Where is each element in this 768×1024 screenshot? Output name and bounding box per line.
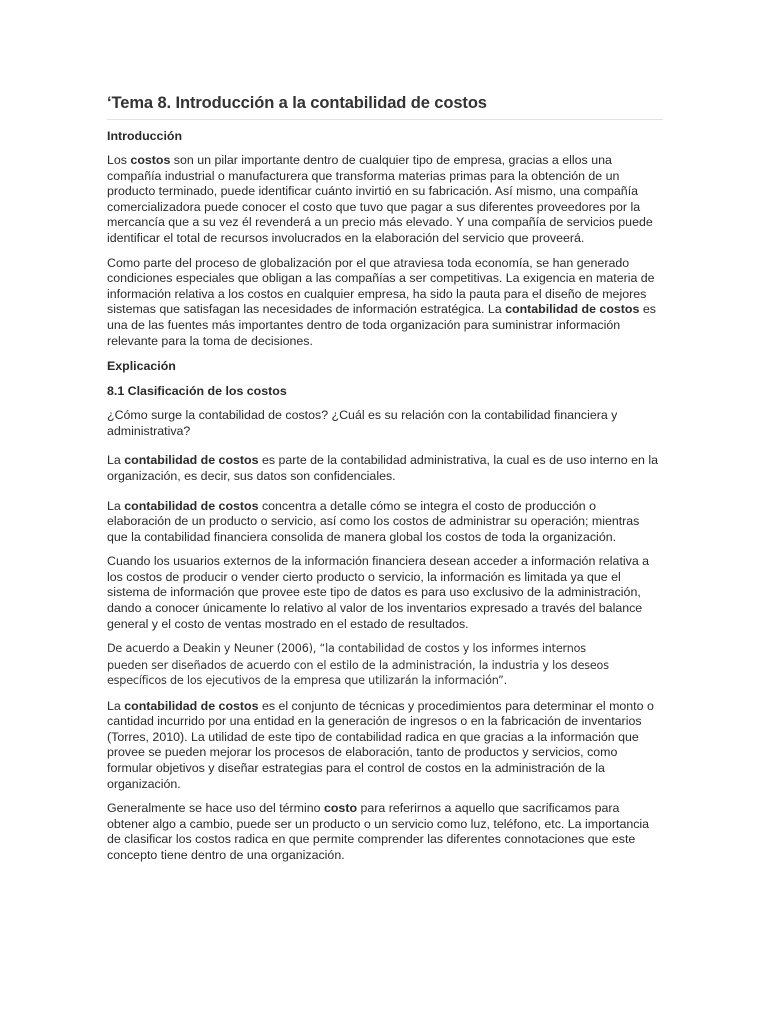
paragraph-5-text-c: concentra a detalle cómo se integra el costo de producción o elaboración de un producto o servicio, así como los costos de administrar su operación; mientras que la contabilidad financiera consolida de manera global los costos de toda la organización. — [107, 498, 640, 544]
paragraph-7-bold: contabilidad de costos — [124, 698, 259, 713]
paragraph-7 — [107, 699, 663, 793]
paragraph-1-text-c: son un pilar importante dentro de cualquier tipo de empresa, gracias a ellos una compañía industrial o manufacturera que transforma materias primas para la obtención de un producto terminado, puede identificar cuánto invirtió en su fabricación. Así mismo, una compañía comercializadora puede conocer el costo que tuvo que pagar a sus diferentes proveedores por la mercancía que a su vez él revenderá a un precio más elevado. Y una compañía de servicios puede identificar el total de recursos involucrados en la elaboración del servicio que proveerá. — [107, 153, 653, 245]
section-heading-introduccion: Introducción — [107, 129, 183, 143]
paragraph-5-bold: contabilidad de costos — [124, 498, 259, 513]
paragraph-8-text-c: para referirnos a aquello que sacrificamos para obtener algo a cambio, puede ser un producto o un servicio como luz, teléfono, etc. La importancia de clasificar los costos radica en que permite comprender las diferentes connotaciones que este concepto tiene dentro de una organización. — [107, 801, 650, 862]
paragraph-2-text-a: Como parte del proceso de globalización por el que atraviesa toda economía, se han generado condiciones especiales que obligan a las compañías a ser competitivas. La exigencia en materia de información relativa a los costos en cualquier empresa, ha sido la pauta para el diseño de mejores sistemas que satisfagan las necesidades de información estratégica. La — [107, 255, 655, 317]
paragraph-4-bold: contabilidad de costos — [124, 453, 259, 468]
quote-line-2: pueden ser diseñados de acuerdo con el estilo de la administración, la industria y los deseos — [107, 658, 609, 672]
paragraph-8 — [107, 801, 663, 863]
document-title: ‘Tema 8. Introducción a la contabilidad de costos — [107, 94, 663, 120]
subsection-heading-clasificacion: 8.1 Clasificación de los costos — [107, 384, 287, 399]
document-body — [107, 94, 663, 864]
paragraph-4-text-a: La — [107, 453, 125, 468]
paragraph-2-text-c: es una de las fuentes más importantes dentro de toda organización para suministrar información relevante para la toma de decisiones. — [107, 302, 656, 348]
paragraph-7-text-a: La — [107, 698, 125, 713]
paragraph-1-text-a: Los — [107, 153, 131, 167]
paragraph-8-text-a: Generalmente se hace uso del término — [107, 801, 324, 816]
quote-block — [107, 641, 663, 689]
paragraph-4 — [107, 453, 663, 484]
section-heading-explicacion: Explicación — [107, 359, 176, 374]
paragraph-8-bold: costo — [323, 801, 358, 816]
paragraph-3: ¿Cómo surge la contabilidad de costos? ¿Cuál es su relación con la contabilidad financiera y administrativa? — [107, 408, 618, 438]
paragraph-5-text-a: La — [107, 498, 125, 513]
quote-line-1: De acuerdo a Deakin y Neuner (2006), “la contabilidad de costos y los informes internos — [107, 642, 586, 656]
paragraph-7-text-c: es el conjunto de técnicas y procedimientos para determinar el monto o cantidad incurrido por una entidad en la generación de ingresos o en la fabricación de inventarios (Torres, 2010). La utilidad de este tipo de contabilidad radica en que gracias a la información que provee se pueden mejorar los procesos de elaboración, tanto de productos y servicios, como formular objetivos y diseñar estrategias para el control de costos en la administración de la organización. — [107, 698, 654, 791]
paragraph-6: Cuando los usuarios externos de la información financiera desean acceder a información relativa a los costos de producir o vender cierto producto o servicio, la información es limitada ya que el sistema de información que provee este tipo de datos es para uso exclusivo de la administración, dando a conocer únicamente lo relativo al valor de los inventarios expresado a través del balance general y el costo de ventas mostrado en el estado de resultados. — [107, 554, 650, 631]
paragraph-2 — [107, 256, 663, 350]
paragraph-5 — [107, 499, 663, 546]
paragraph-2-bold: contabilidad de costos — [505, 302, 640, 317]
paragraph-1-bold: costos — [130, 153, 171, 167]
paragraph-4-text-c: es parte de la contabilidad administrativa, la cual es de uso interno en la organización, es decir, sus datos son confidenciales. — [107, 453, 658, 483]
paragraph-1 — [107, 153, 663, 247]
quote-line-3: específicos de los ejecutivos de la empresa que utilizarán la información”. — [107, 674, 507, 688]
